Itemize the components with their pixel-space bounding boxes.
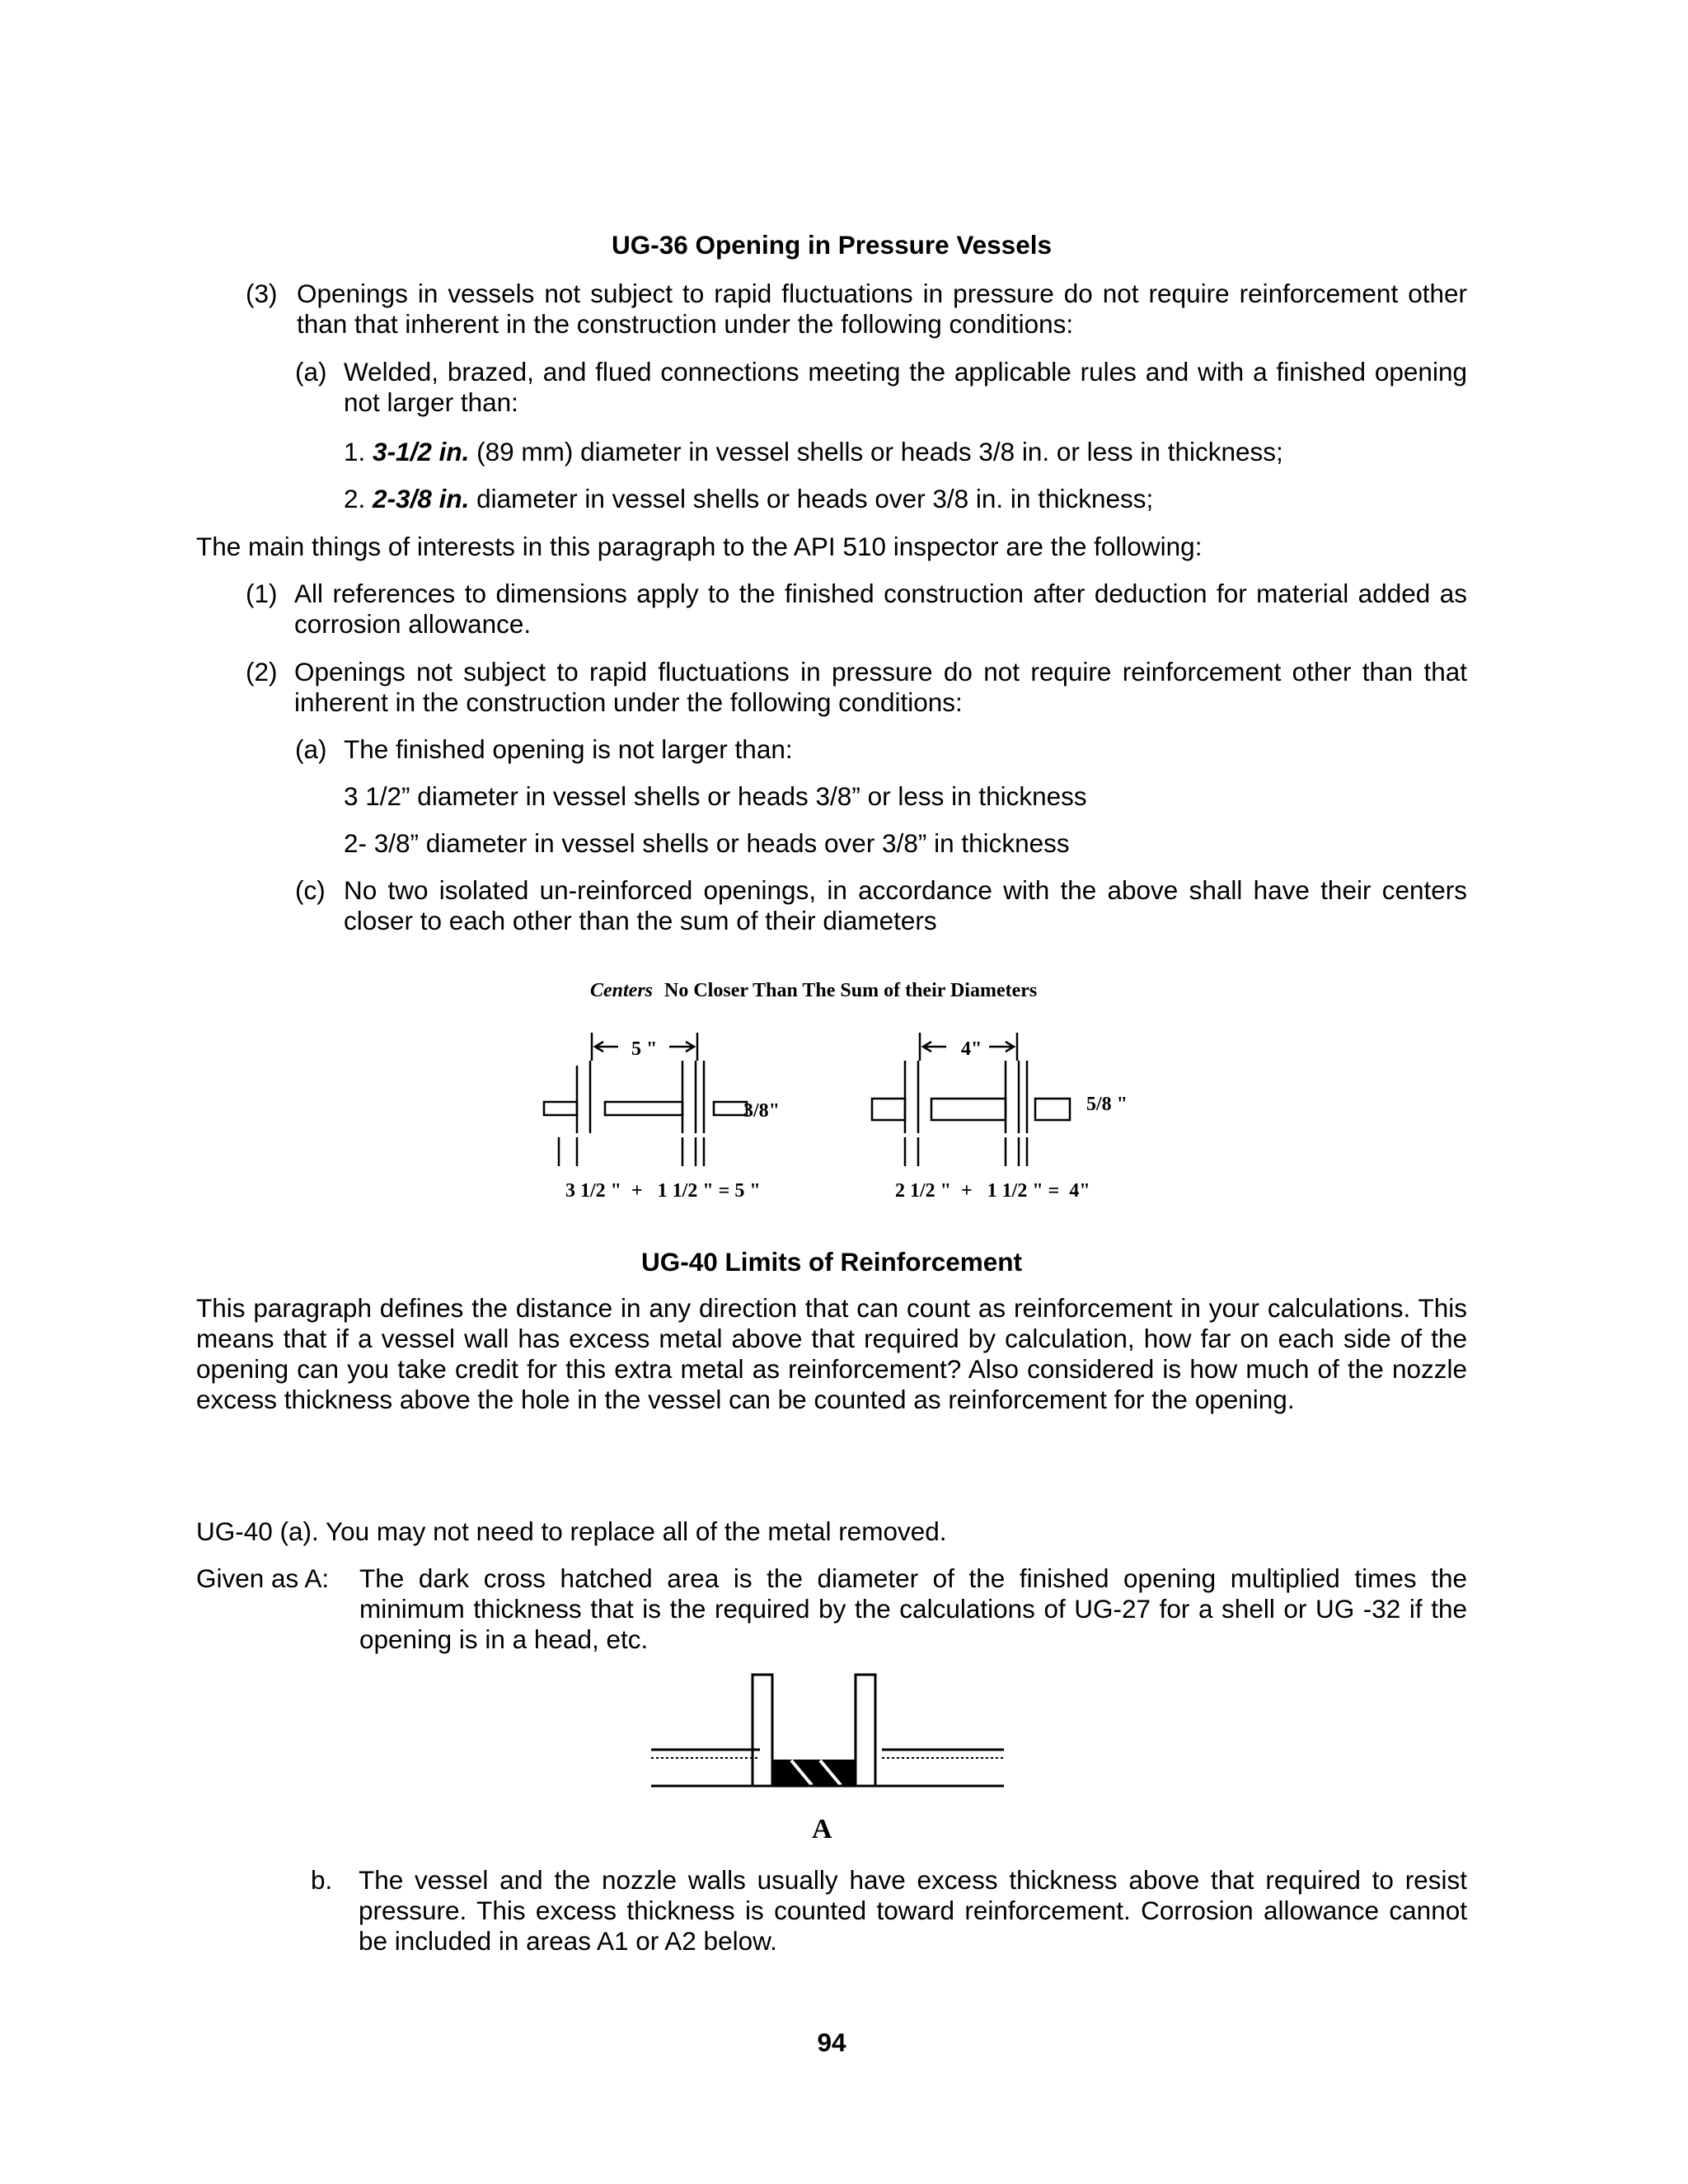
- area-a-label: A: [812, 1814, 832, 1844]
- ug36-item-a: [295, 357, 1467, 418]
- main-item-2c: [295, 875, 1467, 936]
- main-things-intro: The main things of interests in this paragraph to the API 510 inspector are the following:: [196, 532, 1203, 561]
- ug40-paragraph: This paragraph defines the distance in any direction that can count as reinforcement in your calculations. This means that if a vessel wall has excess metal above that required by calculation, how far on each side of the opening can you take credit for this extra metal as reinforcement? Also considered is how much of the nozzle excess thickness above the hole in the vessel can be counted as reinforcement for the opening.: [196, 1293, 1467, 1414]
- item2-text: diameter in vessel shells or heads over 3/8 in. in thickness;: [469, 484, 1154, 513]
- ug36-list-item-2: [344, 484, 1467, 514]
- right-dimension-label: 4": [961, 1038, 982, 1060]
- m1-text: All references to dimensions apply to the finished construction after deduction for material added as corrosion allowance.: [294, 579, 1467, 639]
- ug36-paragraph-3: [246, 279, 1467, 340]
- given-as-a: [196, 1563, 1467, 1655]
- left-shell-middle: [605, 1102, 682, 1115]
- ug36-p3-label: (3): [246, 279, 278, 308]
- ma-line-2: 2- 3/8” diameter in vessel shells or heads over 3/8” in thickness: [344, 828, 1070, 858]
- ma-text: The finished opening is not larger than:: [344, 734, 793, 764]
- ug40a-line: UG-40 (a). You may not need to replace all of the metal removed.: [196, 1516, 947, 1546]
- ug36-p3-text: Openings in vessels not subject to rapid fluctuations in pressure do not require reinforcement other than that inherent in the construction under the following conditions:: [297, 279, 1467, 339]
- right-shell-stub-left: [872, 1099, 905, 1120]
- item2-number: 2.: [344, 484, 366, 513]
- right-thickness-label: 5/8 ": [1086, 1094, 1128, 1115]
- left-thickness-label: 3/8": [743, 1100, 780, 1122]
- right-shell-stub-right: [1035, 1099, 1070, 1120]
- nozzle-wall-right: [856, 1675, 875, 1786]
- nozzle-wall-left: [753, 1675, 772, 1786]
- area-a-figure: [643, 1673, 1022, 1854]
- left-shell-stub-right: [714, 1102, 747, 1115]
- mc-text: No two isolated un-reinforced openings, in accordance with the above shall have their centers closer to each other than the sum of their diameters: [344, 875, 1467, 935]
- right-shell-middle: [931, 1099, 1006, 1120]
- b-label: b.: [311, 1865, 333, 1895]
- page-number: 94: [817, 2027, 846, 2057]
- left-sum-label: 3 1/2 " + 1 1/2 " = 5 ": [565, 1180, 761, 1202]
- m2-label: (2): [246, 657, 278, 687]
- ma-line-1: 3 1/2” diameter in vessel shells or heads 3/8” or less in thickness: [344, 781, 1087, 811]
- ma-label: (a): [295, 734, 327, 764]
- mc-label: (c): [295, 875, 326, 905]
- main-item-1: [246, 579, 1467, 640]
- area-a-hatched-region: [772, 1760, 856, 1786]
- main-item-2: [246, 657, 1467, 718]
- ug40-title: UG-40 Limits of Reinforcement: [640, 1247, 1023, 1277]
- item-b: [311, 1865, 1467, 1957]
- item1-number: 1.: [344, 437, 366, 466]
- main-item-2a: [295, 734, 1467, 765]
- ug36-a-text: Welded, brazed, and flued connections meeting the applicable rules and with a finished opening not larger than:: [344, 357, 1467, 417]
- item1-bold-dimension: 3-1/2 in.: [373, 437, 470, 466]
- ug36-title: UG-36 Opening in Pressure Vessels: [612, 230, 1052, 260]
- m1-label: (1): [246, 579, 278, 608]
- given-text: The dark cross hatched area is the diameter of the finished opening multiplied times the minimum thickness that is the required by the calculations of UG-27 for a shell or UG -32 if the opening is in a head, etc.: [359, 1563, 1467, 1654]
- left-shell-stub-left: [544, 1102, 577, 1115]
- given-label: Given as A:: [196, 1563, 330, 1593]
- b-text: The vessel and the nozzle walls usually have excess thickness above that required to resist pressure. This excess thickness is counted toward reinforcement. Corrosion allowance cannot be included in areas A1 or A2 below.: [359, 1865, 1467, 1956]
- left-dimension-label: 5 ": [631, 1038, 658, 1060]
- ug36-list-item-1: [344, 437, 1467, 467]
- ug36-a-label: (a): [295, 357, 327, 387]
- figure1-title: Centers No Closer Than The Sum of their Diameters: [590, 980, 1038, 1001]
- right-sum-label: 2 1/2 " + 1 1/2 " = 4": [895, 1180, 1090, 1202]
- item1-text: (89 mm) diameter in vessel shells or heads 3/8 in. or less in thickness;: [469, 437, 1283, 466]
- centers-spacing-figure: [528, 968, 1154, 1216]
- m2-text: Openings not subject to rapid fluctuations in pressure do not require reinforcement other than that inherent in the construction under the following conditions:: [294, 657, 1467, 717]
- item2-bold-dimension: 2-3/8 in.: [373, 484, 470, 513]
